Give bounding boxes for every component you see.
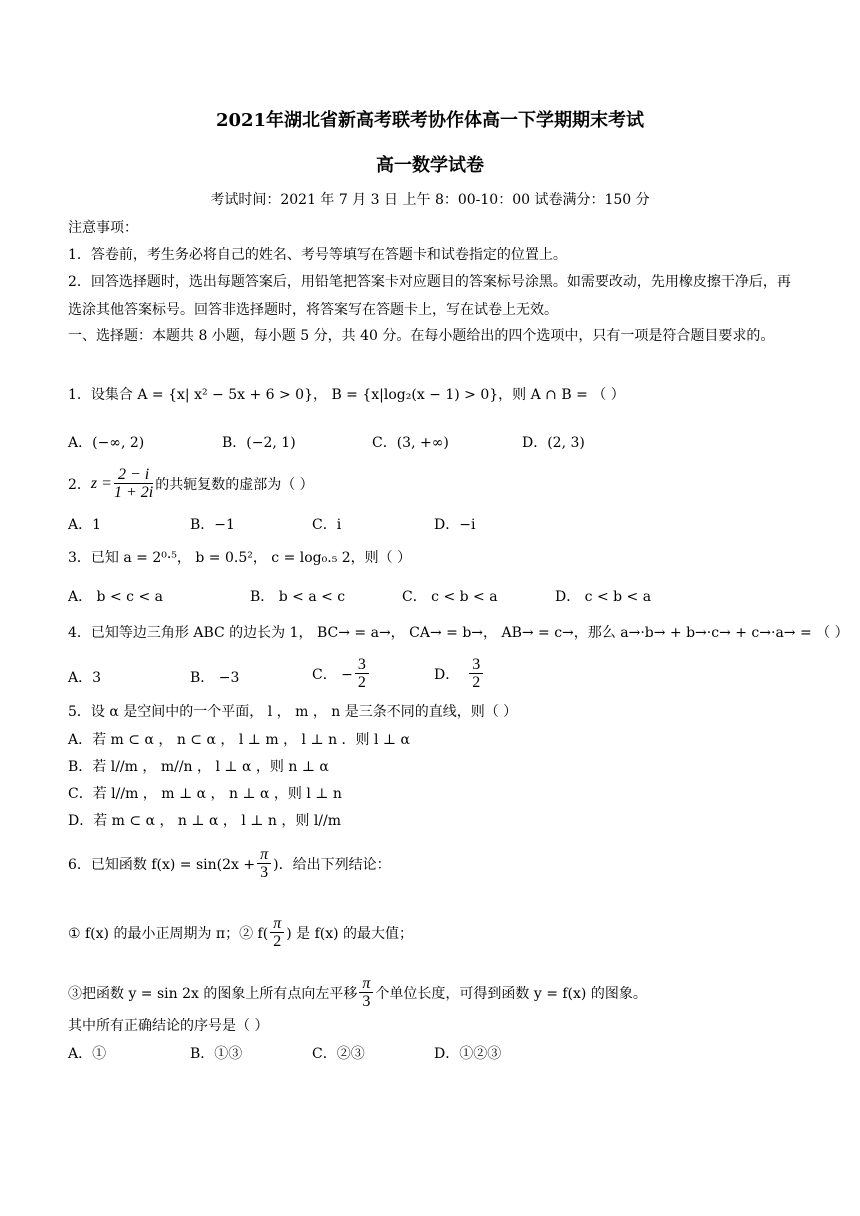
note-2: 2．回答选择题时，选出每题答案后，用铅笔把答案卡对应题目的答案标号涂黑。如需要改动，先用橡皮擦干净后，再选涂其他答案标号。回答非选择题时，将答案写在答题卡上，写在试卷上无效。 <box>68 274 791 318</box>
q1-option-c: C．(3, +∞) <box>372 435 449 451</box>
q4-option-c-label: C． − <box>312 666 353 683</box>
q6-post: )．给出下列结论： <box>273 856 391 873</box>
q6-c2-pi: π <box>270 915 284 933</box>
q5-option-c: C．若 l//m ， m ⊥ α ， n ⊥ α ，则 l ⊥ n <box>68 786 342 802</box>
question-4-stem: 4．已知等边三角形 ABC 的边长为 1， BC→ = a→， CA→ = b→， AB→ = c→，那么 a→·b→ + b→·c→ + c→·a→ = （ ） <box>68 625 849 641</box>
q6-conclusion-1-2 <box>68 915 413 950</box>
q6-option-c: C．②③ <box>312 1046 365 1062</box>
q6-option-a: A．① <box>68 1046 107 1062</box>
q5-option-d: D．若 m ⊂ α ， n ⊥ α ， l ⊥ n ，则 l//m <box>68 813 342 829</box>
q1-option-a: A．(−∞, 2) <box>68 435 145 451</box>
q4-option-d <box>434 656 485 691</box>
q3-option-b: B． b < a < c <box>250 589 346 605</box>
question-5-stem: 5．设 α 是空间中的一个平面， l ， m ， n 是三条不同的直线，则（ ） <box>68 704 518 720</box>
q2-numerator: 2 − i <box>114 466 153 484</box>
q3-option-c: C． c < b < a <box>402 589 498 605</box>
exam-title: 2021年湖北省新高考联考协作体高一下学期期末考试 <box>215 110 645 131</box>
q1-option-b: B．(−2, 1) <box>222 435 296 451</box>
section-heading: 一、选择题：本题共 8 小题，每小题 5 分，共 40 分。在每小题给出的四个选项中，只有一项是符合题目要求的。 <box>68 328 775 344</box>
q6-c2-two: 2 <box>273 933 282 950</box>
q2-option-d: D．−i <box>434 517 476 533</box>
q6-c1-pre: ① f(x) 的最小正周期为 π；② f( <box>68 925 269 942</box>
q6-c3-fraction <box>359 975 373 1010</box>
question-6-stem <box>68 846 391 881</box>
q4-option-b: B． −3 <box>190 670 240 686</box>
q5-option-a: A．若 m ⊂ α ， n ⊂ α ， l ⊥ m ， l ⊥ n ．则 l ⊥ α <box>68 732 411 748</box>
q6-c3-three: 3 <box>362 993 371 1010</box>
q6-c2-fraction <box>270 915 284 950</box>
q1-option-d: D．(2, 3) <box>522 435 585 451</box>
q4-option-c <box>312 656 371 691</box>
note-1: 1．答卷前，考生务必将自己的姓名、考号等填写在答题卡和试卷指定的位置上。 <box>68 247 567 263</box>
q6-pre: 6．已知函数 f(x) = sin(2x + <box>68 856 256 873</box>
q2-post: 的共轭复数的虚部为（ ） <box>155 476 314 493</box>
q4-option-d-label: D． <box>434 666 460 683</box>
q3-option-a: A． b < c < a <box>68 589 163 605</box>
q6-conclusion-3 <box>68 975 647 1010</box>
q6-c3-pi: π <box>359 975 373 993</box>
exam-subtitle: 高一数学试卷 <box>376 155 484 176</box>
q2-fraction <box>114 466 153 501</box>
exam-info: 考试时间：2021 年 7 月 3 日 上午 8：00-10：00 试卷满分：150 分 <box>210 192 650 208</box>
q4-option-a: A．3 <box>68 670 102 686</box>
notes-heading: 注意事项： <box>68 220 138 236</box>
q4-d-denominator: 2 <box>472 674 481 691</box>
q2-number: 2． <box>68 476 91 493</box>
q6-fraction <box>257 846 271 881</box>
q6-c3-post: 个单位长度，可得到函数 y = f(x) 的图象。 <box>375 985 647 1002</box>
q2-option-a: A．1 <box>68 517 102 533</box>
q6-option-b: B．①③ <box>190 1046 243 1062</box>
q6-c3-pre: ③把函数 y = sin 2x 的图象上所有点向左平移 <box>68 985 358 1002</box>
q6-ask: 其中所有正确结论的序号是（ ） <box>68 1018 269 1034</box>
q2-z: z = <box>90 474 112 492</box>
q6-option-d: D．①②③ <box>434 1046 502 1062</box>
q6-three: 3 <box>260 864 269 881</box>
q3-option-d: D． c < b < a <box>555 589 652 605</box>
q4-c-denominator: 2 <box>357 674 366 691</box>
q4-d-numerator: 3 <box>469 656 483 674</box>
q2-option-b: B．−1 <box>190 517 235 533</box>
q4-option-d-fraction <box>469 656 483 691</box>
question-2-stem <box>68 466 314 501</box>
q2-denominator: 1 + 2i <box>113 484 154 501</box>
question-3-stem: 3．已知 a = 2⁰·⁵， b = 0.5²， c = log₀.₅ 2，则（ ） <box>68 550 412 566</box>
q4-c-numerator: 3 <box>355 656 369 674</box>
q6-c1-post: ) 是 f(x) 的最大值； <box>286 925 414 942</box>
q5-option-b: B．若 l//m ， m//n ， l ⊥ α ，则 n ⊥ α <box>68 759 329 775</box>
q6-pi: π <box>257 846 271 864</box>
question-1-stem: 1．设集合 A = {x| x² − 5x + 6 > 0}， B = {x|log₂(x − 1) > 0}，则 A ∩ B = （ ） <box>68 387 625 403</box>
q2-option-c: C．i <box>312 517 342 533</box>
q4-option-c-fraction <box>355 656 369 691</box>
